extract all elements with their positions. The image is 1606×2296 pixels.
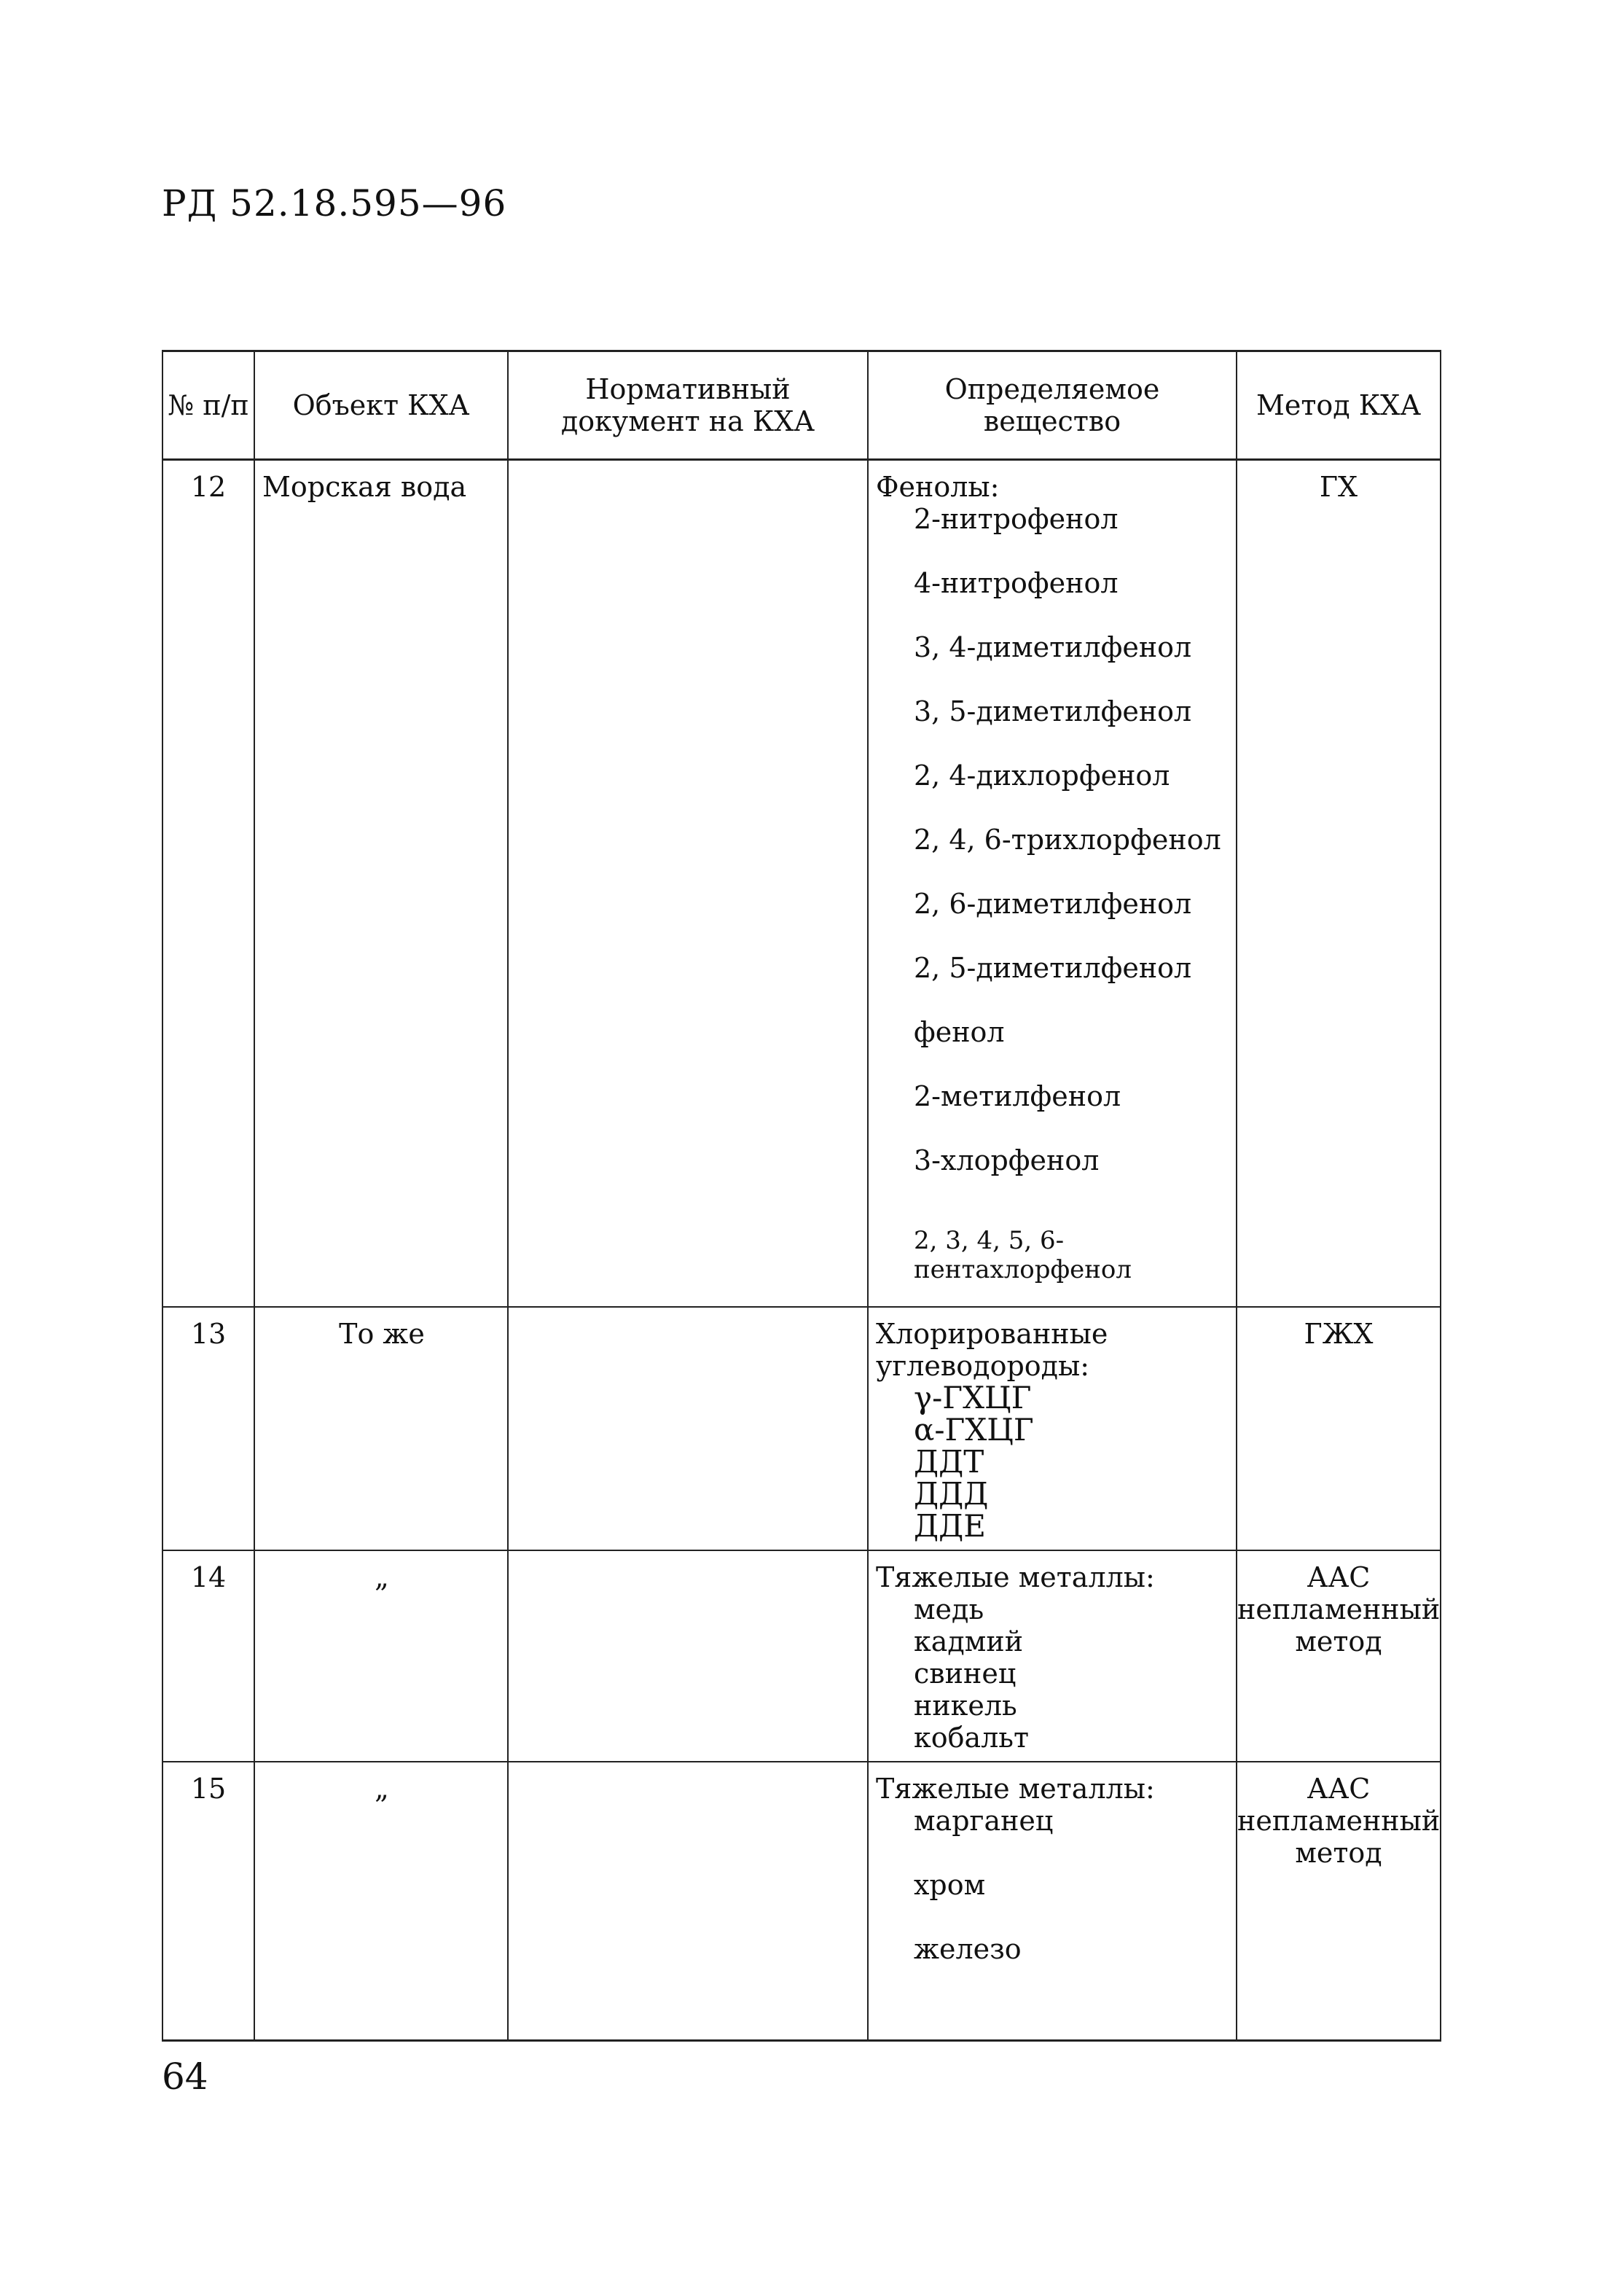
substance-item: ДДД	[914, 1476, 989, 1512]
analysis-methods-table	[162, 350, 1441, 2042]
substance-group: Хлорированные углеводороды:	[876, 1318, 1108, 1382]
table-header-row	[162, 351, 1441, 460]
substance-item: 2, 3, 4, 5, 6-пентахлорфенол	[914, 1226, 1132, 1284]
analysis-object: „	[254, 1762, 508, 2041]
row-number: 15	[162, 1762, 254, 2041]
substance-item: 2-нитрофенол	[914, 503, 1119, 535]
page-number: 64	[162, 2055, 208, 2098]
substance-cell	[868, 1550, 1237, 1762]
row-number: 14	[162, 1550, 254, 1762]
substance-item: хром	[914, 1869, 986, 1901]
header-num: № п/п	[162, 351, 254, 460]
document-code: РД 52.18.595—96	[162, 182, 507, 224]
substance-item: 2, 4-дихлорфенол	[914, 760, 1170, 792]
analysis-method: ААС непламенный метод	[1237, 1550, 1441, 1762]
substance-list	[876, 1593, 1230, 1754]
substance-item: 2, 6-диметилфенол	[914, 888, 1192, 920]
substance-item: кадмий	[914, 1625, 1024, 1657]
analysis-object: То же	[254, 1307, 508, 1550]
substance-list	[876, 1382, 1230, 1542]
row-number: 13	[162, 1307, 254, 1550]
substance-group: Тяжелые металлы:	[876, 1561, 1155, 1593]
table-row	[162, 1307, 1441, 1550]
substance-item: ДДЕ	[914, 1508, 986, 1544]
substance-item: α-ГХЦГ	[914, 1412, 1034, 1448]
header-normdoc: Нормативный документ на КХА	[508, 351, 868, 460]
substance-item: 2-метилфенол	[914, 1080, 1121, 1112]
substance-item: марганец	[914, 1805, 1054, 1837]
substance-cell	[868, 1762, 1237, 2041]
header-substance: Определяемое вещество	[868, 351, 1237, 460]
substance-item: фенол	[914, 1016, 1005, 1048]
substance-group: Фенолы:	[876, 471, 1000, 503]
substance-item: медь	[914, 1593, 984, 1625]
normative-document	[508, 1550, 868, 1762]
table-row	[162, 1550, 1441, 1762]
substance-item: ДДТ	[914, 1444, 984, 1480]
substance-item: 2, 4, 6-трихлорфенол	[914, 824, 1221, 856]
substance-item: 3, 4-диметилфенол	[914, 631, 1192, 663]
header-method: Метод КХА	[1237, 351, 1441, 460]
header-object: Объект КХА	[254, 351, 508, 460]
substance-list	[876, 1805, 1230, 1977]
substance-item: никель	[914, 1690, 1017, 1722]
substance-cell	[868, 460, 1237, 1308]
row-number: 12	[162, 460, 254, 1308]
substance-item: 3-хлорфенол	[914, 1144, 1100, 1176]
analysis-method: ААС непламенный метод	[1237, 1762, 1441, 2041]
analysis-method: ГХ	[1237, 460, 1441, 1308]
substance-item: γ-ГХЦГ	[914, 1380, 1032, 1416]
table-row	[162, 460, 1441, 1308]
substance-group: Тяжелые металлы:	[876, 1773, 1155, 1805]
normative-document	[508, 1307, 868, 1550]
normative-document	[508, 460, 868, 1308]
substance-item: свинец	[914, 1657, 1017, 1690]
substance-list	[876, 503, 1230, 1284]
substance-item: 3, 5-диметилфенол	[914, 695, 1192, 727]
normative-document	[508, 1762, 868, 2041]
analysis-method: ГЖХ	[1237, 1307, 1441, 1550]
substance-item: кобальт	[914, 1722, 1030, 1754]
analysis-object: „	[254, 1550, 508, 1762]
analysis-object: Морская вода	[254, 460, 508, 1308]
table-row	[162, 1762, 1441, 2041]
substance-item: железо	[914, 1933, 1022, 1965]
substance-item: 4-нитрофенол	[914, 567, 1119, 599]
substance-item: 2, 5-диметилфенол	[914, 952, 1192, 984]
substance-cell	[868, 1307, 1237, 1550]
